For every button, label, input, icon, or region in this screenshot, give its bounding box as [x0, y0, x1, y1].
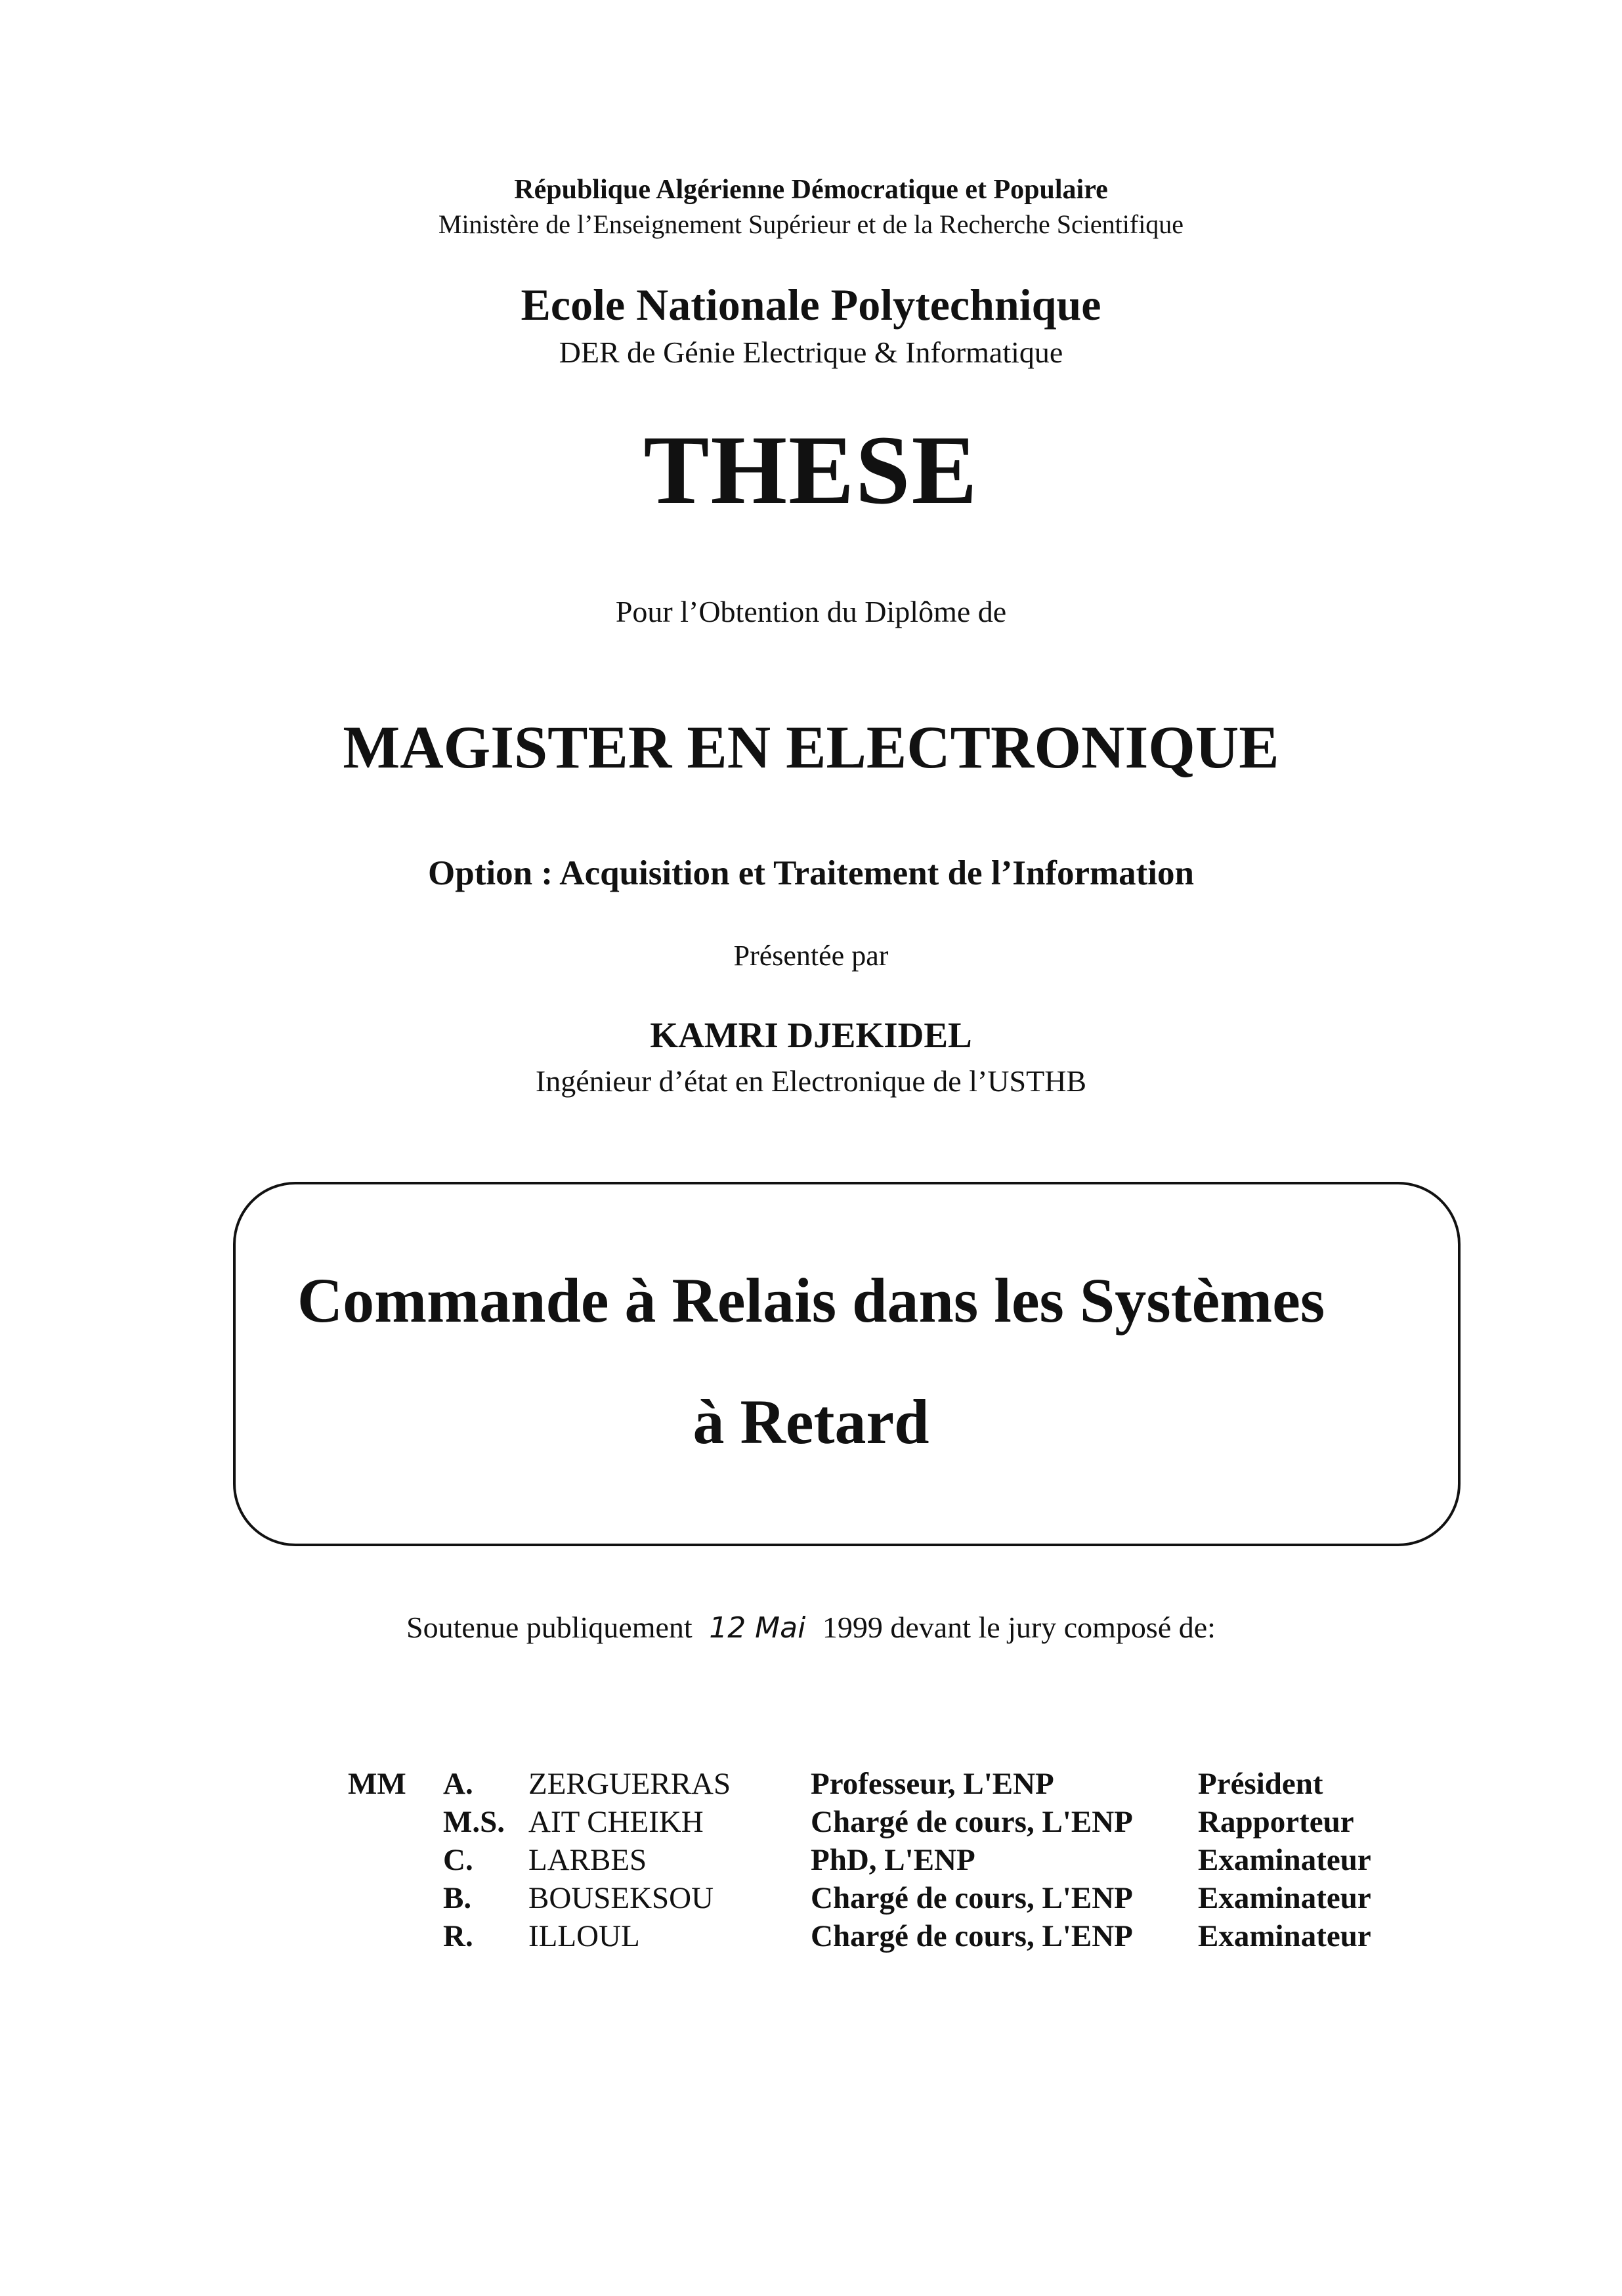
jury-title: PhD, L'ENP [811, 1843, 975, 1877]
thesis-title-line-1: Commande à Relais dans les Systèmes [297, 1265, 1325, 1335]
jury-initial: R. [443, 1919, 473, 1953]
option-line: Option : Acquisition et Traitement de l’Information [428, 854, 1194, 892]
degree-heading: MAGISTER EN ELECTRONIQUE [343, 714, 1279, 781]
defense-prefix: Soutenue publiquement [406, 1611, 693, 1644]
handwritten-date: 12 Mai [709, 1611, 806, 1645]
jury-initial: C. [443, 1843, 473, 1877]
jury-row [0, 1766, 1622, 1804]
jury-role: Examinateur [1198, 1843, 1371, 1877]
defense-suffix: 1999 devant le jury composé de: [822, 1611, 1216, 1644]
jury-row [0, 1880, 1622, 1918]
jury-title: Chargé de cours, L'ENP [811, 1919, 1133, 1953]
jury-role: Examinateur [1198, 1881, 1371, 1915]
thesis-title-line-2: à Retard [693, 1387, 929, 1457]
jury-title: Chargé de cours, L'ENP [811, 1881, 1133, 1915]
jury-title: Chargé de cours, L'ENP [811, 1805, 1133, 1839]
department-name: DER de Génie Electrique & Informatique [559, 336, 1063, 369]
jury-name: ZERGUERRAS [528, 1767, 731, 1801]
jury-initial: B. [443, 1881, 472, 1915]
jury-honorific: MM [348, 1767, 406, 1801]
jury-name: LARBES [528, 1843, 647, 1877]
author-name: KAMRI DJEKIDEL [650, 1015, 972, 1055]
republic-line: République Algérienne Démocratique et Populaire [514, 175, 1108, 205]
jury-name: AIT CHEIKH [528, 1805, 704, 1839]
jury-role: Président [1198, 1767, 1323, 1801]
jury-title: Professeur, L'ENP [811, 1767, 1054, 1801]
thesis-title-frame [233, 1182, 1461, 1546]
jury-name: BOUSEKSOU [528, 1881, 714, 1915]
jury-role: Examinateur [1198, 1919, 1371, 1953]
document-type-heading: THESE [643, 416, 979, 525]
jury-list [0, 1766, 1622, 1957]
purpose-line: Pour l’Obtention du Diplôme de [615, 595, 1007, 628]
jury-row [0, 1804, 1622, 1842]
defense-statement [0, 1610, 1622, 1645]
presented-by-line: Présentée par [733, 940, 889, 972]
ministry-line: Ministère de l’Enseignement Supérieur et de la Recherche Scientifique [438, 209, 1184, 239]
jury-initial: M.S. [443, 1805, 505, 1839]
jury-row [0, 1842, 1622, 1880]
jury-initial: A. [443, 1767, 473, 1801]
jury-row [0, 1918, 1622, 1957]
jury-role: Rapporteur [1198, 1805, 1354, 1839]
school-name: Ecole Nationale Polytechnique [521, 280, 1101, 330]
author-title: Ingénieur d’état en Electronique de l’USTHB [535, 1064, 1087, 1098]
jury-name: ILLOUL [528, 1919, 640, 1953]
